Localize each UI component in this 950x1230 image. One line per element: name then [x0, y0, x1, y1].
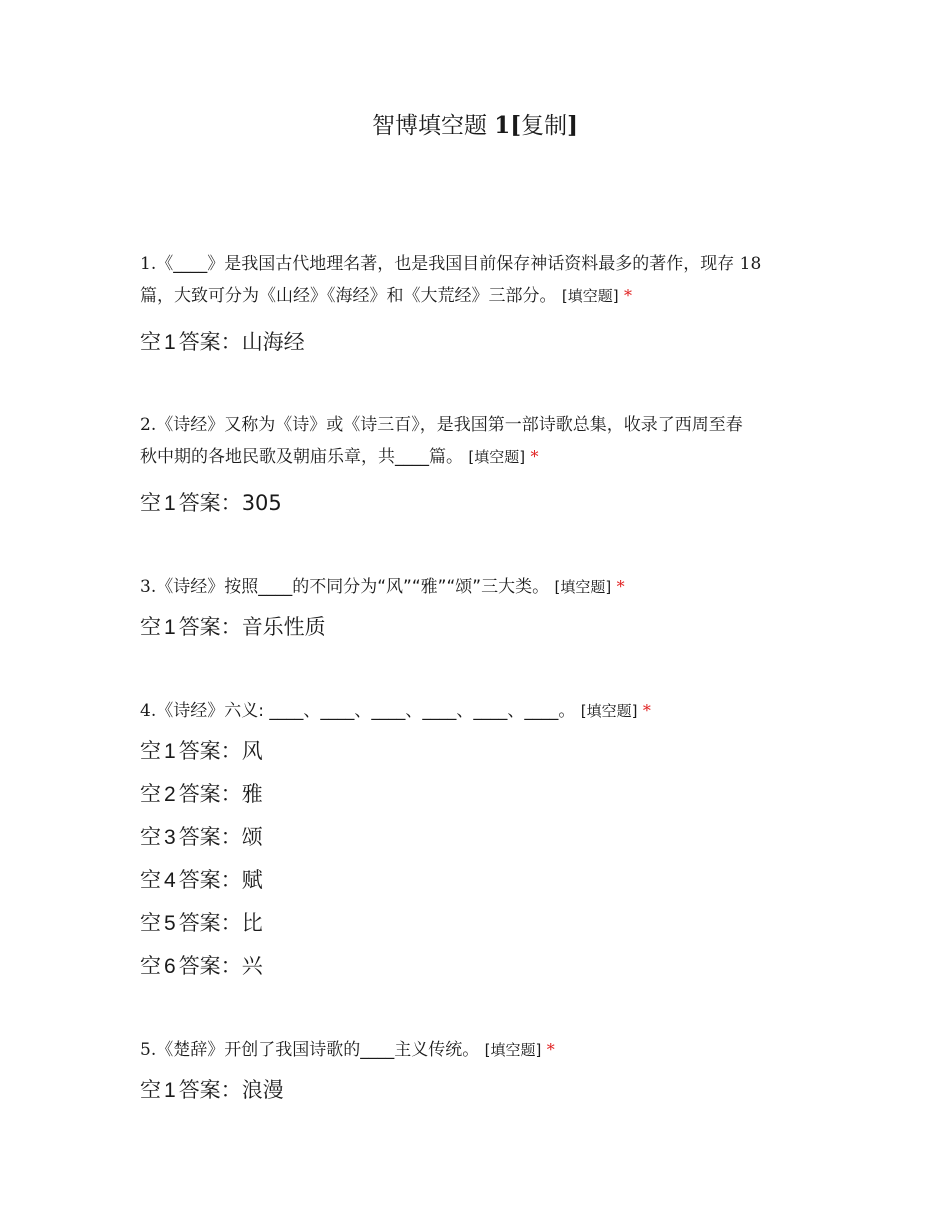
- required-marker: *: [624, 286, 633, 305]
- answer-index: 3: [164, 826, 176, 849]
- answer-index: 1: [164, 616, 176, 639]
- question-number: 2.: [140, 415, 157, 435]
- question-text-number: 18: [739, 254, 762, 274]
- question-4: [140, 695, 820, 727]
- question-number: 4.: [140, 701, 157, 721]
- answer-row: [140, 822, 263, 853]
- question-5-line-1: [140, 1034, 820, 1066]
- question-number: 3.: [140, 577, 157, 597]
- answer-prefix: 空: [140, 615, 161, 639]
- answer-prefix: 空: [140, 739, 161, 763]
- answer-value: 兴: [241, 954, 263, 978]
- question-text: 《诗经》按照____的不同分为“风”“雅”“颂”三大类。: [156, 577, 550, 597]
- answer-row: [140, 908, 263, 939]
- answer-prefix: 空: [140, 868, 161, 892]
- question-type-tag: [填空题]: [484, 1041, 542, 1059]
- answer-index: 1: [164, 1079, 176, 1102]
- answer-prefix: 空: [140, 825, 161, 849]
- answer-index: 1: [164, 740, 176, 763]
- answer-index: 4: [164, 869, 176, 892]
- answer-label: 答案：: [178, 615, 242, 639]
- answer-label: 答案：: [178, 868, 242, 892]
- answer-value: 305: [241, 491, 282, 515]
- answer-row: [140, 612, 326, 643]
- required-marker: *: [546, 1040, 555, 1059]
- answer-label: 答案：: [178, 739, 242, 763]
- answer-row: [140, 1075, 284, 1106]
- question-text: 《诗经》又称为《诗》或《诗三百》，是我国第一部诗歌总集，收录了西周至春: [156, 415, 743, 435]
- question-5: [140, 1034, 820, 1066]
- question-4-line-1: [140, 695, 820, 727]
- answer-prefix: 空: [140, 954, 161, 978]
- answer-value: 雅: [241, 782, 263, 806]
- required-marker: *: [616, 577, 625, 596]
- question-text: 《诗经》六义: ____、____、____、____、____、____。: [156, 701, 576, 721]
- answer-row: [140, 779, 263, 810]
- required-marker: *: [642, 701, 651, 720]
- question-type-tag: [填空题]: [580, 702, 638, 720]
- answer-prefix: 空: [140, 491, 161, 515]
- answer-value: 比: [241, 911, 263, 935]
- question-text: 秋中期的各地民歌及朝庙乐章，共____篇。: [140, 447, 463, 467]
- question-number: 5.: [140, 1040, 157, 1060]
- question-2-line-1: [140, 409, 820, 441]
- answer-index: 6: [164, 955, 176, 978]
- question-2: [140, 409, 820, 473]
- page-title: [0, 108, 950, 144]
- answer-label: 答案：: [178, 825, 242, 849]
- answer-index: 2: [164, 783, 176, 806]
- answer-prefix: 空: [140, 330, 161, 354]
- title-bracket-close: ]: [567, 112, 579, 139]
- answer-value: 山海经: [241, 330, 305, 354]
- answer-prefix: 空: [140, 782, 161, 806]
- title-number: 1[: [494, 112, 522, 139]
- answer-row: [140, 488, 282, 519]
- answer-value: 颂: [241, 825, 263, 849]
- answer-label: 答案：: [178, 782, 242, 806]
- answer-label: 答案：: [178, 491, 242, 515]
- answer-prefix: 空: [140, 911, 161, 935]
- answer-row: [140, 951, 263, 982]
- question-text: 《楚辞》开创了我国诗歌的____主义传统。: [156, 1040, 480, 1060]
- answer-label: 答案：: [178, 911, 242, 935]
- answer-label: 答案：: [178, 330, 242, 354]
- answer-row: [140, 736, 263, 767]
- title-copy-label: 复制: [521, 113, 568, 139]
- answer-row: [140, 327, 305, 358]
- question-3-line-1: [140, 571, 820, 603]
- answer-value: 音乐性质: [241, 615, 326, 639]
- answer-index: 1: [164, 492, 176, 515]
- question-text: 篇，大致可分为《山经》《海经》和《大荒经》三部分。: [140, 286, 557, 306]
- answer-row: [140, 865, 263, 896]
- question-number: 1.: [140, 254, 157, 274]
- question-1-line-2: [140, 280, 820, 312]
- answer-value: 赋: [241, 868, 263, 892]
- question-type-tag: [填空题]: [561, 287, 619, 305]
- answer-value: 风: [241, 739, 263, 763]
- question-type-tag: [填空题]: [554, 578, 612, 596]
- title-text: 智博填空题: [371, 113, 495, 139]
- answer-label: 答案：: [178, 954, 242, 978]
- answer-label: 答案：: [178, 1078, 242, 1102]
- answer-value: 浪漫: [241, 1078, 284, 1102]
- answer-index: 5: [164, 912, 176, 935]
- question-3: [140, 571, 820, 603]
- question-1: [140, 248, 820, 312]
- question-1-line-1: [140, 248, 820, 280]
- answer-prefix: 空: [140, 1078, 161, 1102]
- required-marker: *: [530, 447, 539, 466]
- question-2-line-2: [140, 441, 820, 473]
- answer-index: 1: [164, 331, 176, 354]
- question-type-tag: [填空题]: [468, 448, 526, 466]
- question-text: 《____》是我国古代地理名著，也是我国目前保存神话资料最多的著作，现存: [156, 254, 735, 274]
